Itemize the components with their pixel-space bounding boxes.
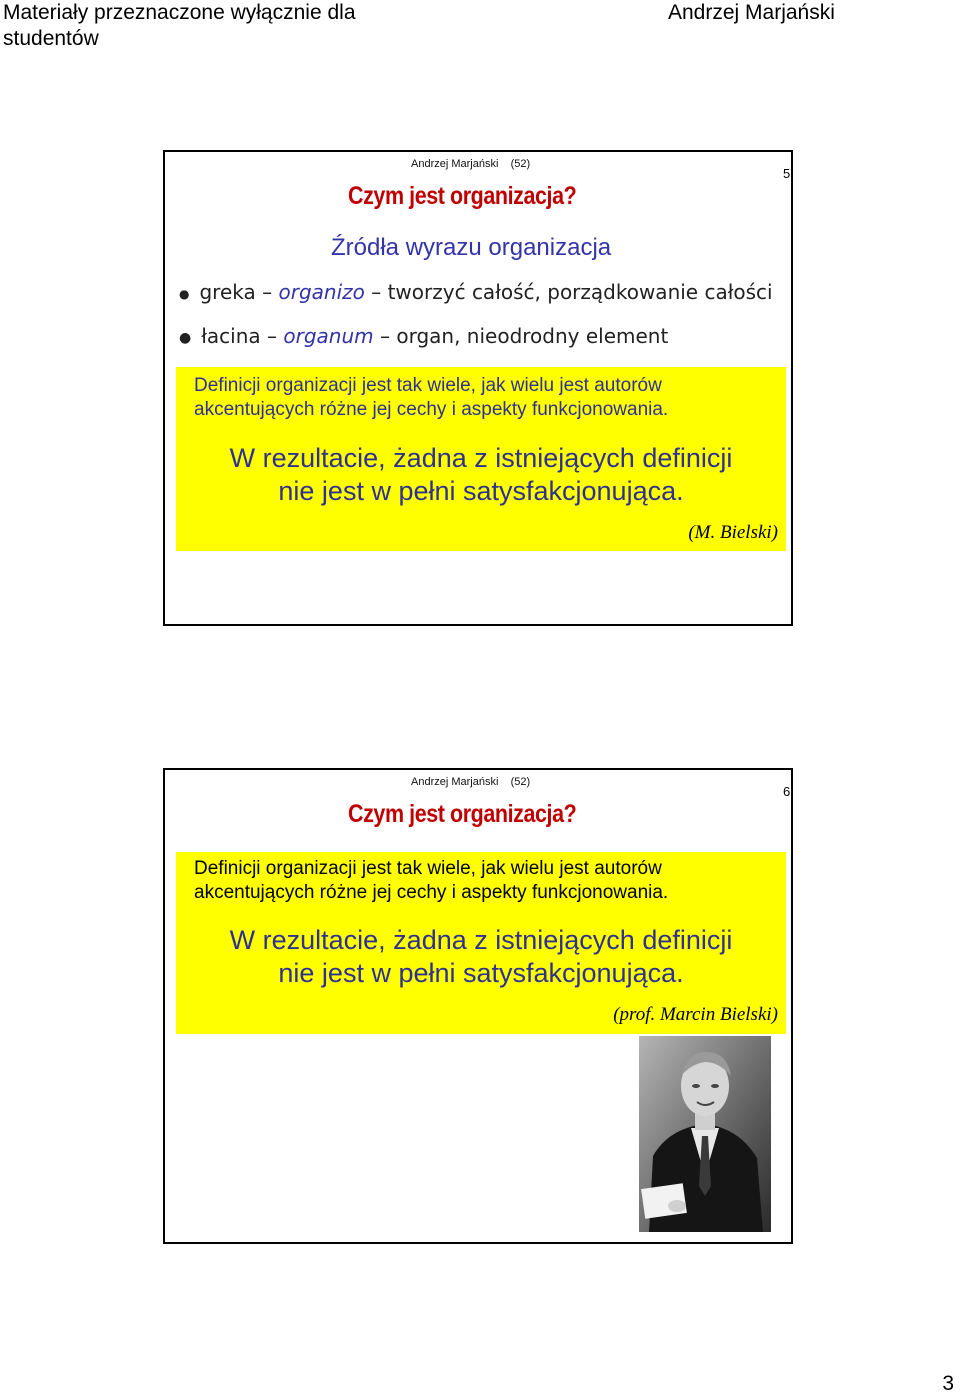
bullet-meaning: organ, nieodrodny element xyxy=(396,324,669,348)
document-header-note xyxy=(3,0,423,52)
slide-title: Czym jest organizacja? xyxy=(348,182,577,210)
quote-box xyxy=(176,852,786,1034)
slide-author: Andrzej Marjański (52) xyxy=(411,158,531,170)
slide-author: Andrzej Marjański (52) xyxy=(411,776,531,788)
quote-main-line2: nie jest w pełni satysfakcjonująca. xyxy=(278,476,684,506)
quote-definition-line1: Definicji organizacji jest tak wiele, jak wielu jest autorów xyxy=(194,375,662,396)
quote-definition-line2: akcentujących różne jej cechy i aspekty funkcjonowania. xyxy=(194,399,669,420)
slide-title: Czym jest organizacja? xyxy=(348,800,577,828)
slide-number: 6 xyxy=(783,784,791,799)
quote-definition-line1: Definicji organizacji jest tak wiele, jak wielu jest autorów xyxy=(194,858,662,879)
header-note-line2: studentów xyxy=(3,27,99,50)
bullet-dash: – xyxy=(262,280,273,304)
quote-main-line1: W rezultacie, żadna z istniejących definicji xyxy=(229,443,733,473)
bullet-meaning: tworzyć całość, porządkowanie całości xyxy=(387,280,773,304)
bullet-dot-icon: ● xyxy=(179,286,190,301)
bullet-greek xyxy=(179,280,773,304)
quote-source: (M. Bielski) xyxy=(688,522,778,543)
slide-5 xyxy=(163,150,793,626)
bullet-lang: greka xyxy=(199,280,256,304)
bullet-dash: – xyxy=(379,324,390,348)
slide-subtitle: Źródła wyrazu organizacja xyxy=(331,234,612,261)
quote-definition-line2: akcentujących różne jej cechy i aspekty funkcjonowania. xyxy=(194,882,669,903)
header-note-line1: Materiały przeznaczone wyłącznie dla xyxy=(3,1,356,24)
portrait-photo xyxy=(639,1036,771,1232)
bullet-word: organum xyxy=(283,324,374,348)
slide-6 xyxy=(163,768,793,1244)
bullet-dot-icon: ● xyxy=(179,329,192,346)
quote-main-line1: W rezultacie, żadna z istniejących definicji xyxy=(229,925,733,955)
bullet-latin xyxy=(179,324,668,348)
quote-source: (prof. Marcin Bielski) xyxy=(613,1004,778,1025)
quote-box xyxy=(176,367,786,551)
bullet-dash: – xyxy=(371,280,382,304)
document-header-author: Andrzej Marjański xyxy=(668,1,835,24)
bullet-word: organizo xyxy=(278,280,365,304)
bullet-lang: łacina xyxy=(201,324,261,348)
slide-number: 5 xyxy=(783,166,791,181)
bullet-dash: – xyxy=(267,324,278,348)
quote-main-line2: nie jest w pełni satysfakcjonująca. xyxy=(278,958,684,988)
page-number: 3 xyxy=(942,1372,954,1395)
